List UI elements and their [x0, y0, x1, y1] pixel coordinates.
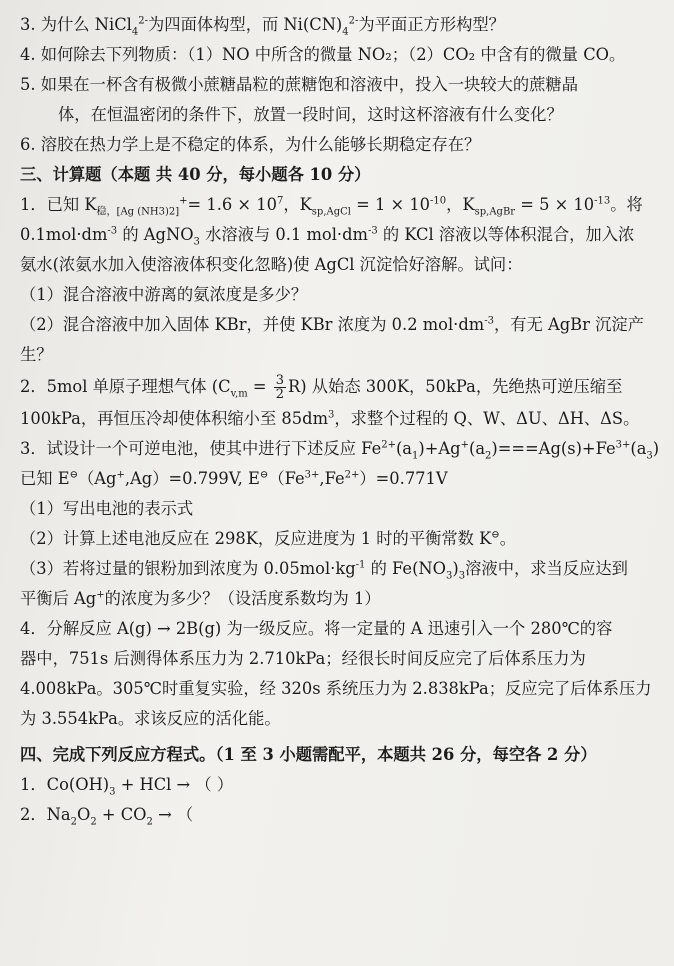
reaction-2: 2．$Na_2O_2 + CO_2$ → （: [20, 805, 194, 828]
calc-1-line-3: 氨水(浓氨水加入使溶液体积变化忽略)使 AgCl 沉淀恰好溶解。试问：: [20, 255, 523, 274]
calc-3-sub-2: （2）计算上述电池反应在 298K，反应进度为 1 时的平衡常数 K⊖。: [20, 529, 516, 548]
calc-2-line-2: 100kPa，再恒压冷却使体积缩小至 $85dm^3$，求整个过程的 Q、W、ΔU、ΔH、ΔS。: [20, 409, 640, 428]
calc-3-sub-3: （3）若将过量的银粉加到浓度为 $0.05mol\cdot kg^{-1}$ 的 $Fe(NO_3)_3$溶液中，求当反应达到: [20, 559, 628, 582]
calc-1-sub-1: （1）混合溶液中游离的氨浓度是多少？: [20, 285, 308, 304]
calc-4-line-3: 4.008kPa。305℃时重复实验，经 320s 系统压力为 2.838kPa；反应完了后体系压力: [20, 679, 652, 698]
section-3-title: 三、计算题（本题 共 40 分，每小题各 10 分）: [20, 165, 371, 184]
calc-3-sub-1: （1）写出电池的表示式: [20, 499, 194, 518]
reaction-1: 1．$Co(OH)_3$ + HCl → （ ）: [20, 775, 234, 798]
calc-1-line-1: 1．已知 $K_{稳,[Ag (NH3)2]}^+= 1.6 \times 10^7$，$K_{sp,AgCl} = 1 \times 10^{-10}$，$K_{sp,AgBr} = 5 \times 10^{-13}$。将: [20, 195, 643, 218]
calc-3-line-1: 3．试设计一个可逆电池，使其中进行下述反应 $Fe^{2+}(a_1)+Ag^+(a_2)===Ag(s)+Fe^{3+}(a_3)$: [20, 439, 660, 462]
question-4: 4. 如何除去下列物质：（1）NO 中所含的微量 NO₂；（2）CO₂ 中含有的微量 CO。: [20, 45, 626, 64]
calc-1-line-2: $0.1mol\cdot dm^{-3}$ 的 AgNO$_3$ 水溶液与 0.1 $mol\cdot dm^{-3}$ 的 KCl 溶液以等体积混合，加入浓: [20, 225, 635, 248]
calc-4-line-2: 器中，751s 后测得体系压力为 2.710kPa；经很长时间反应完了后体系压力为: [20, 649, 586, 668]
calc-4-line-1: 4．分解反应 A(g) → 2B(g) 为一级反应。将一定量的 A 迅速引入一个 280℃的容: [20, 619, 613, 638]
calc-3-line-2: 已知 E⊖（Ag+,Ag）=0.799V, $E^⊖(Fe^{3+},Fe^{2+})=0.771V$: [20, 469, 448, 488]
section-4-title: 四、完成下列反应方程式。（1 至 3 小题需配平，本题共 26 分，每空各 2 分）: [20, 745, 597, 764]
calc-1-sub-2: （2）混合溶液中加入固体 KBr，并使 KBr 浓度为 0.2 $mol\cdot dm^{-3}$，有无 AgBr 沉淀产: [20, 315, 644, 334]
question-5-line-1: 5. 如果在一杯含有极微小蔗糖晶粒的蔗糖饱和溶液中，投入一块较大的蔗糖晶: [20, 75, 578, 94]
calc-4-line-4: 为 3.554kPa。求该反应的活化能。: [20, 709, 281, 728]
calc-3-sub-3-cont: 平衡后 Ag+的浓度为多少？（设活度系数均为 1）: [20, 589, 381, 608]
calc-2-line-1: 2．5mol 单原子理想气体 ($C_{v,m}$ = $\frac{3}{2}$ R) 从始态 300K，50kPa，先绝热可逆压缩至: [20, 373, 623, 402]
question-5-line-2: 体，在恒温密闭的条件下，放置一段时间，这时这杯溶液有什么变化？: [58, 105, 563, 124]
question-6: 6. 溶胶在热力学上是不稳定的体系，为什么能够长期稳定存在？: [20, 135, 481, 154]
fraction-3-over-2: $\frac{3}{2}$: [275, 373, 284, 402]
calc-1-sub-2-cont: 生？: [20, 345, 53, 364]
question-3: 3. 为什么 NiCl$_4^{2-}$为四面体构型，而 $Ni(CN)_4^{2-}$为平面正方形构型？: [20, 15, 505, 38]
